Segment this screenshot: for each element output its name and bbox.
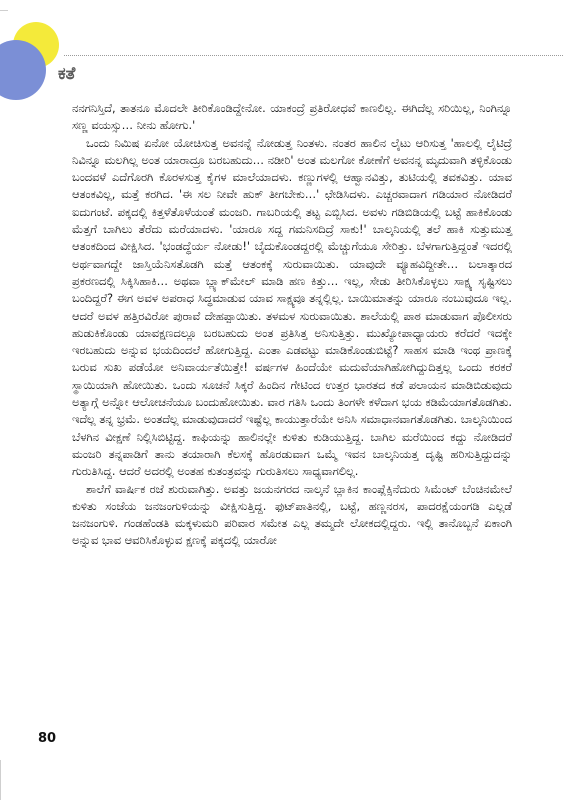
crop-mark [0,760,1,800]
paragraph: ನನಗನಿಸ್ತಿದೆ, ತಾತನೂ ಮೊದಲೇ ತೀರಿಕೊಂಡಿದ್ದೇನೋ. ಯಾಕಂದ್ರೆ ಪ್ರತಿರೋಧವೆ ಕಾಣಲಿಲ್ಲ. ಈಗಿದೆಲ್ಲ ಸರಿಯಿಲ್ಲ, ನಿಂಗಿನ್ನೂ ಸಣ್ಣ ವಯಸ್ಸು… ನೀನು ಹೋಗು.' [72,101,512,133]
section-label: ಕತೆ [58,64,76,84]
crop-mark [0,10,8,11]
page-number: 80 [38,731,57,746]
header-dotted-rule [64,55,563,56]
section-emblem-circles [0,20,70,100]
paragraph: ಶಾಲೆಗೆ ವಾರ್ಷಿಕ ರಜೆ ಶುರುವಾಗಿತ್ತು. ಅವತ್ತು ಜಯನಗರದ ನಾಲ್ಕನೆ ಬ್ಲಾಕಿನ ಕಾಂಪ್ಲೆಕ್ಸಿನೆದುರು ಸಿಮೆಂಟ್ ಬೆಂಚಿನಮೇಲೆ ಕುಳಿತು ಸಂಜೆಯ ಜನಜಂಗುಳಿಯನ್ನು ವೀಕ್ಷಿಸುತ್ತಿದ್ದ. ಫುಟ್‌ಪಾತಿನಲ್ಲಿ, ಬಟ್ಟೆ, ಹಣ್ಣನರಸ, ಪಾದರಕ್ಷೆಯಂಗಡಿ ಎಲ್ಲಡೆ ಜನಜಂಗುಳಿ. ಗಂಡಹೆಂಡತಿ ಮಕ್ಕಳುಮರಿ ಪರಿವಾರ ಸಮೇತ ಎಲ್ಲ ತಮ್ಮದೇ ಲೋಕದಲ್ಲಿದ್ದರು. ಇಲ್ಲಿ ತಾನೊಬ್ಬನೆ ಏಕಾಂಗಿ ಅನ್ನುವ ಭಾವ ಆವರಿಸಿಕೊಳ್ಳುವ ಕ್ಷಣಕ್ಕೆ ಪಕ್ಕದಲ್ಲಿ ಯಾರೋ [72,481,512,548]
story-text [72,100,512,550]
paragraph: ಒಂದು ನಿಮಿಷ ಏನೋ ಯೋಚಿಸುತ್ತ ಅವನನ್ನೆ ನೋಡುತ್ತ ನಿಂತಳು. ನಂತರ ಹಾಲಿನ ಲೈಟು ಆರಿಸುತ್ತ 'ಹಾಲಲ್ಲಿ ಲೈಟಿದ್ರೆ ನಿವಿನ್ನೂ ಮಲಗಿಲ್ಲ ಅಂತ ಯಾರಾದ್ರೂ ಬರಬಹುದು… ನಡೀರಿ' ಅಂತ ಮಲಗೋ ಕೋಣೆಗೆ ಅವನನ್ನ ಮೃದುವಾಗಿ ತಳ್ಳಿಕೊಂಡು ಬಂದವಳೆ ಎದೆಗೊರಗಿ ಕೊರಳಸುತ್ತ ಕೈಗಳ ಮಾಲೆಯಾದಳು. ಕಣ್ಣುಗಳಲ್ಲಿ ಆಹ್ವಾನವಿತ್ತು, ತುಟಿಯಲ್ಲಿ ತವಕವಿತ್ತು. ಯಾವ ಆತಂಕವಿಲ್ಲ, ಮತ್ತೆ ಕರಗಿದ. 'ಈ ಸಲ ನೀವೇ ಹುಕ್ ತೀಗಬೇಕು…' ಛೇಡಿಸಿದಳು. ಎಚ್ಚರವಾದಾಗ ಗಡಿಯಾರ ನೋಡಿದರೆ ಐದುಗಂಟೆ. ಪಕ್ಕದಲ್ಲಿ ಕಿತ್ತಳೆತೊಳೆಯಂತೆ ಮಂಜರಿ. ಗಾಬರಿಯಲ್ಲಿ ತಟ್ಟ ಎಬ್ಬಿಸಿದ. ಅವಳು ಗಡಿಬಿಡಿಯಲ್ಲಿ ಬಟ್ಟೆ ಹಾಕಿಕೊಂಡು ಮೆತ್ತಗೆ ಬಾಗಿಲು ತೆರೆದು ಮರೆಯಾದಳು. 'ಯಾರೂ ಸದ್ದ ಗಮನಿಸದಿದ್ರೆ ಸಾಕು!' ಬಾಲ್ಕನಿಯಲ್ಲಿ ತಲೆ ಹಾಕಿ ಸುತ್ತುಮುತ್ತ ಆತಂಕದಿಂದ ವೀಕ್ಷಿಸಿದ. 'ಭಂಡದ್ಧೆರ್ಯ ನೋಡು!' ಬೈದುಕೊಂಡದ್ದರಲ್ಲಿ ಮೆಚ್ಚುಗೆಯೂ ಸೇರಿತ್ತು. ಬೆಳಗಾಗುತ್ತಿದ್ದಂತೆ ಇದರಲ್ಲಿ ಅರ್ಥವಾಗದ್ದೇ ಜಾಸ್ತಿಯೆನಿಸತೊಡಗಿ ಮತ್ತೆ ಆತಂಕಕ್ಕೆ ಸುರುವಾಯಿತು. ಯಾವುದೇ ವ್ಯೂಹವಿದ್ದೀತೇ… ಬಲಾತ್ಕಾರದ ಪ್ರಕರಣದಲ್ಲಿ ಸಿಕ್ಕಿಸಿಹಾಕಿ… ಅಥವಾ ಬ್ಲ್ಯಾಕ್‌ಮೇಲ್ ಮಾಡಿ ಹಣ ಕಿತ್ತು… ಇಲ್ಲ, ಸೇಡು ತೀರಿಸಿಕೊಳ್ಳಲು ಸಾಕ್ಷ್ಯ ಸೃಷ್ಟಿಸಲು ಬಂದಿದ್ದರೆ? ಈಗ ಅವಳ ಅಪರಾಧ ಸಿದ್ಧಮಾಡುವ ಯಾವ ಸಾಕ್ಷ್ಯವೂ ತನ್ನಲ್ಲಿಲ್ಲ. ಬಾಯಿಮಾತನ್ನು ಯಾರೂ ನಂಬುವುದೂ ಇಲ್ಲ. ಆದರೆ ಅವಳ ಹತ್ತಿರವಿರೋ ಪುರಾವೆ ದೇಹಪ್ಪಾಯಿತು. ತಳಮಳ ಸುರುವಾಯಿತು. ಶಾಲೆಯಲ್ಲಿ ಪಾಠ ಮಾಡುವಾಗ ಪೊಲೀಸರು ಹುಡುಕಿಕೊಂಡು ಯಾವಕ್ಷಣದಲ್ಲೂ ಬರಬಹುದು ಅಂತ ಪ್ರತಿಸಿತ್ತ ಅನಿಸುತ್ತಿತ್ತು. ಮುಖ್ಯೋಪಾಧ್ಯಾಯರು ಕರೆದರೆ ಇದಕ್ಕೇ ಇರಬಹುದು ಅನ್ನುವ ಭಯದಿಂದಲೆ ಹೋಗುತ್ತಿದ್ದ. ಎಂತಾ ಎಡವಟ್ಟು ಮಾಡಿಕೊಂಡುಬಿಟ್ಟೆ? ಸಾಹಸ ಮಾಡಿ ಇಂಥ ಪ್ರಾಣಕ್ಕೆ ಬರುವ ಸುಖ ಪಡೆಯೋ ಅನಿವಾರ್ಯತೆಯಿತ್ತೇ! ವರ್ಷಗಳ ಹಿಂದೆಯೇ ಮದುವೆಯಾಗಿಹೋಗಿದ್ದುದಿತ್ತಲ್ಲ ಒಂದು ಕರಕರೆ ಸ್ಥಾಯಿಯಾಗಿ ಹೋಯಿತು. ಒಂದು ಸೂಚನೆ ಸಿಕ್ಕರೆ ಹಿಂದಿನ ಗೇಟಿಂದ ಉತ್ತರ ಭಾರತದ ಕಡೆ ಪಲಾಯನ ಮಾಡಿಬಿಡುವುದು ಅತ್ಯಾಗ್ಗೆ ಅನ್ನೋ ಆಲೋಚನೆಯೂ ಬಂದುಹೋಯಿತು. ವಾರ ಗತಿಸಿ ಒಂದು ತಿಂಗಳೇ ಕಳೆದಾಗ ಭಯ ಕಡಿಮೆಯಾಗತೊಡಗಿತು. ಇದೆಲ್ಲ ತನ್ನ ಭ್ರಮೆ. ಅಂತದೆಲ್ಲ ಮಾಡುವುದಾದರೆ ಇಷ್ಟೆಲ್ಲ ಕಾಯುತ್ತಾರೆಯೇ ಅನಿಸಿ ಸಮಾಧಾನವಾಗತೊಡಗಿತು. ಬಾಲ್ಕನಿಯಿಂದ ಬೆಳಗಿನ ವೀಕ್ಷಣೆ ನಿಲ್ಲಿಸಿಬಿಟ್ಟಿದ್ದ. ಕಾಫಿಯನ್ನು ಹಾಲಿನಲ್ಲೇ ಕುಳಿತು ಕುಡಿಯುತ್ತಿದ್ದ. ಬಾಗಿಲ ಮರೆಯಿಂದ ಕದ್ದು ನೋಡಿದರೆ ಮಂಜರಿ ತನ್ನಪಾಡಿಗೆ ತಾನು ತಯಾರಾಗಿ ಕೆಲಸಕ್ಕೆ ಹೊರಡುವಾಗ ಒಮ್ಮೆ ಇವನ ಬಾಲ್ಕನಿಯತ್ತ ದೃಷ್ಟಿ ಹರಿಸುತ್ತಿದ್ದುದನ್ನು ಗುರುತಿಸಿದ್ದ. ಆದರೆ ಅದರಲ್ಲಿ ಅಂತಹ ಕುತಂತ್ರವನ್ನು ಗುರುತಿಸಲು ಸಾಧ್ಯವಾಗಲಿಲ್ಲ. [72,135,512,479]
